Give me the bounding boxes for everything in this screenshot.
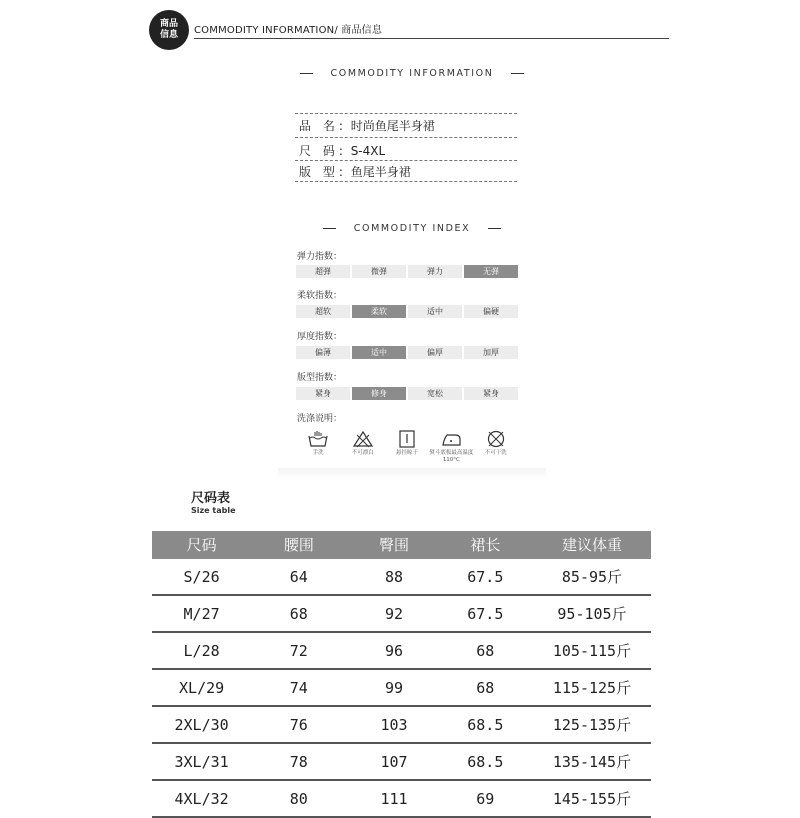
info-row-name [299, 117, 435, 134]
fit-option: 紧身 [296, 387, 350, 400]
table-row [152, 744, 651, 781]
info-divider [295, 160, 517, 161]
washing-item [385, 430, 429, 464]
washing-caption: 手洗 [312, 450, 324, 456]
fit-option: 宽松 [408, 387, 462, 400]
washing-caption: 不可干洗 [484, 450, 507, 456]
washing-item [429, 430, 473, 464]
no-dry-clean-icon [485, 430, 507, 448]
title-dash [300, 73, 313, 74]
fit-option: 修身 [352, 387, 406, 400]
elasticity-option: 超弹 [296, 265, 350, 278]
table-cell: L/28 [183, 642, 220, 660]
commodity-information-title [278, 68, 546, 79]
table-cell: M/27 [183, 605, 220, 623]
column-header: 裙长 [470, 536, 501, 554]
column-header: 腰围 [283, 536, 314, 554]
table-cell: 72 [289, 642, 308, 660]
softness-scale [296, 305, 518, 318]
table-cell: 2XL/30 [174, 716, 229, 734]
washing-item [341, 430, 385, 464]
table-row [152, 596, 651, 633]
thickness-label: 厚度指数： [297, 332, 343, 342]
fit-label: 版型指数： [297, 373, 343, 383]
info-label: 品 名: [299, 119, 347, 133]
table-row [152, 633, 651, 670]
washing-caption: 不可漂白 [351, 450, 374, 456]
table-cell: 68.5 [467, 753, 504, 771]
title-dash [323, 228, 336, 229]
table-cell: 85-95斤 [561, 568, 623, 586]
table-cell: 78 [289, 753, 308, 771]
info-divider [295, 113, 517, 114]
info-row-size [299, 142, 385, 159]
softness-option: 柔软 [352, 305, 406, 318]
table-cell: 68 [476, 679, 495, 697]
table-cell: S/26 [183, 568, 220, 586]
size-table [152, 531, 651, 818]
table-cell: 67.5 [467, 568, 504, 586]
elasticity-option: 弹力 [408, 265, 462, 278]
table-row [152, 670, 651, 707]
table-row [152, 707, 651, 744]
table-cell: 107 [380, 753, 408, 771]
thickness-scale [296, 346, 518, 359]
fit-option: 紧身 [464, 387, 518, 400]
thickness-option: 加厚 [464, 346, 518, 359]
table-cell: 80 [289, 790, 308, 808]
softness-option: 适中 [408, 305, 462, 318]
table-cell: 99 [385, 679, 404, 697]
info-value: 时尚鱼尾半身裙 [350, 119, 435, 133]
elasticity-option: 无弹 [464, 265, 518, 278]
thickness-option: 偏厚 [408, 346, 462, 359]
table-cell: 69 [476, 790, 495, 808]
no-bleach-icon [352, 430, 374, 448]
table-cell: XL/29 [179, 679, 225, 697]
header-divider [194, 38, 669, 39]
washing-item [474, 430, 518, 464]
header-title: COMMODITY INFORMATION/ 商品信息 [194, 25, 383, 36]
washing-instructions [296, 430, 518, 464]
column-header: 建议体重 [561, 536, 622, 554]
info-divider [295, 137, 517, 138]
header-badge [149, 10, 189, 50]
elasticity-option: 微弹 [352, 265, 406, 278]
softness-option: 超软 [296, 305, 350, 318]
fit-scale [296, 387, 518, 400]
table-cell: 105-115斤 [552, 642, 632, 660]
column-header: 臀围 [379, 536, 410, 554]
table-cell: 145-155斤 [552, 790, 632, 808]
panel-bottom-shadow [278, 468, 546, 478]
table-cell: 68 [476, 642, 495, 660]
iron-icon [440, 430, 462, 448]
table-cell: 103 [380, 716, 408, 734]
washing-item [296, 430, 340, 464]
hang-dry-icon [396, 430, 418, 448]
elasticity-label: 弹力指数： [297, 252, 343, 262]
table-cell: 3XL/31 [174, 753, 229, 771]
softness-label: 柔软指数： [297, 291, 343, 301]
table-cell: 74 [289, 679, 308, 697]
info-label: 版 型: [299, 165, 347, 179]
table-cell: 76 [289, 716, 308, 734]
size-table-header [152, 531, 651, 559]
size-table-title: 尺码表 [191, 491, 231, 506]
washing-label: 洗涤说明： [297, 414, 343, 424]
size-table-subtitle: Size table [191, 506, 236, 515]
table-cell: 88 [385, 568, 404, 586]
title-dash [488, 228, 501, 229]
info-value: S-4XL [350, 144, 386, 158]
table-row [152, 559, 651, 596]
table-cell: 68 [289, 605, 308, 623]
table-cell: 92 [385, 605, 404, 623]
info-divider [295, 181, 517, 182]
table-cell: 4XL/32 [174, 790, 229, 808]
table-cell: 96 [385, 642, 404, 660]
table-cell: 111 [380, 790, 408, 808]
washing-caption: 悬挂晾干 [395, 450, 418, 456]
column-header: 尺码 [186, 536, 217, 554]
washing-caption: 熨斗底板最高温度110°C [429, 450, 474, 463]
table-cell: 64 [289, 568, 308, 586]
thickness-option: 适中 [352, 346, 406, 359]
table-cell: 135-145斤 [552, 753, 632, 771]
hand-wash-icon [307, 430, 329, 448]
title-dash [511, 73, 524, 74]
commodity-information-title-text: COMMODITY INFORMATION [330, 68, 494, 79]
info-label: 尺 码: [299, 144, 347, 158]
commodity-index-title [278, 223, 546, 234]
info-value: 鱼尾半身裙 [350, 165, 411, 179]
table-cell: 67.5 [467, 605, 504, 623]
elasticity-scale [296, 265, 518, 278]
thickness-option: 偏薄 [296, 346, 350, 359]
table-cell: 115-125斤 [552, 679, 632, 697]
info-row-style [299, 163, 411, 180]
table-cell: 125-135斤 [552, 716, 632, 734]
table-cell: 95-105斤 [557, 605, 627, 623]
softness-option: 偏硬 [464, 305, 518, 318]
commodity-index-title-text: COMMODITY INDEX [353, 223, 471, 234]
table-cell: 68.5 [467, 716, 504, 734]
header-badge-text: 商品信息 [159, 19, 178, 40]
